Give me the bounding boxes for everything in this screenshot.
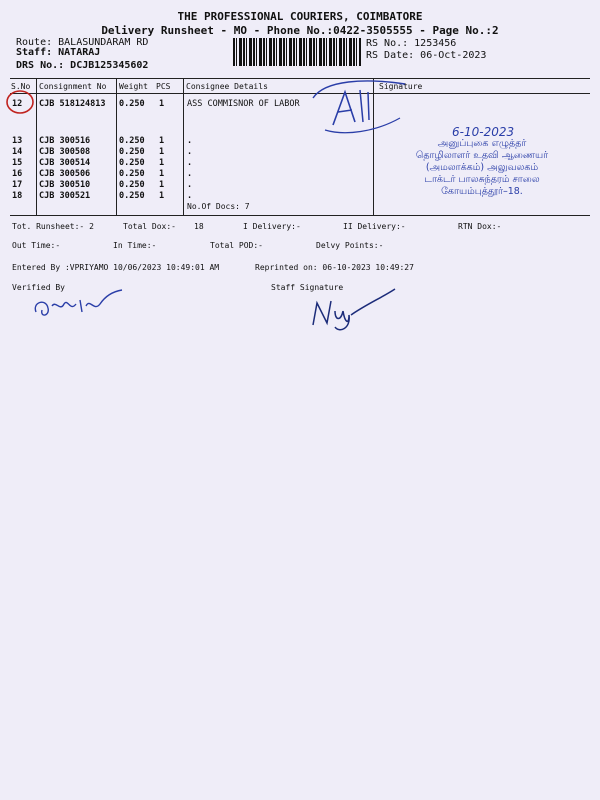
- stamp-line: தொழிலாளர் உதவி ஆணையர்: [415, 150, 549, 161]
- row-pcs: 1: [159, 191, 165, 201]
- reprinted-on: Reprinted on: 06-10-2023 10:49:27: [255, 263, 414, 272]
- row-consignee: .: [187, 158, 193, 168]
- row-sno: 15: [12, 158, 23, 168]
- col-signature: Signature: [379, 82, 423, 91]
- row-pcs: 1: [159, 136, 165, 146]
- office-stamp: [382, 126, 582, 198]
- stamp-line: அனுப்புகை எழுத்தர்: [437, 138, 527, 149]
- row-sno: 14: [12, 147, 23, 157]
- verifier-signature: [30, 282, 130, 327]
- row-weight: 0.250: [119, 136, 145, 146]
- rtn-dox: RTN Dox:-: [458, 222, 502, 231]
- row-consignment: CJB 300506: [39, 169, 91, 179]
- entered-by: Entered By :VPRIYAMO 10/06/2023 10:49:01 AM: [12, 263, 220, 272]
- row-pcs: 1: [159, 180, 165, 190]
- row-pcs: 1: [159, 169, 165, 179]
- barcode: [233, 38, 361, 66]
- row-sno: 12: [12, 99, 23, 109]
- row-pcs: 1: [159, 158, 165, 168]
- row-pcs: 1: [159, 99, 165, 109]
- row-sno: 17: [12, 180, 23, 190]
- row-sno: 18: [12, 191, 23, 201]
- no-of-docs: No.Of Docs: 7: [187, 202, 250, 211]
- row-consignment: CJB 300510: [39, 180, 91, 190]
- row-weight: 0.250: [119, 169, 145, 179]
- row-consignee: .: [187, 191, 193, 201]
- table-top-line: [10, 78, 590, 79]
- route-text: Route: BALASUNDARAM RD: [16, 37, 149, 48]
- staff-signature-label: Staff Signature: [271, 283, 344, 292]
- out-time: Out Time:-: [12, 241, 61, 250]
- col-weight: Weight: [119, 82, 148, 91]
- row-weight: 0.250: [119, 147, 145, 157]
- ii-delivery: II Delivery:-: [343, 222, 406, 231]
- col-consignee: Consignee Details: [186, 82, 268, 91]
- tot-runsheet: Tot. Runsheet:- 2: [12, 222, 94, 231]
- company-title: THE PROFESSIONAL COURIERS, COIMBATORE: [177, 10, 423, 23]
- stamp-line: டாக்டர் பாலசுந்தரம் சாலை: [424, 174, 540, 185]
- stamp-line: (அமலாக்கம்) அலுவலகம்: [425, 162, 539, 173]
- col-divider: [116, 78, 117, 215]
- row-consignee: .: [187, 180, 193, 190]
- row-sno: 16: [12, 169, 23, 179]
- row-consignee: .: [187, 169, 193, 179]
- table-header-line: [10, 93, 590, 94]
- row-consignment: CJB 300508: [39, 147, 91, 157]
- col-pcs: PCS: [156, 82, 171, 91]
- stamp-line: கோயம்புத்தூர்–18.: [441, 186, 523, 197]
- col-sno: S.No: [11, 82, 31, 91]
- staff-text: Staff: NATARAJ: [16, 47, 101, 58]
- staff-signature: [305, 285, 405, 335]
- rs-number: RS No.: 1253456: [366, 38, 457, 49]
- total-dox-label: Total Dox:-: [123, 222, 176, 231]
- runsheet-subtitle: Delivery Runsheet - MO - Phone No.:0422-3505555 - Page No.:2: [101, 24, 499, 37]
- red-circle-mark: [4, 88, 38, 116]
- row-weight: 0.250: [119, 180, 145, 190]
- table-bottom-line: [10, 215, 590, 216]
- i-delivery: I Delivery:-: [243, 222, 301, 231]
- verified-by: Verified By: [12, 283, 65, 292]
- handwritten-date: 6-10-2023: [452, 125, 515, 139]
- total-dox-value: 18: [194, 222, 204, 231]
- col-consignment: Consignment No: [39, 82, 107, 91]
- row-consignment: CJB 518124813: [39, 99, 106, 109]
- rs-date: RS Date: 06-Oct-2023: [366, 50, 487, 61]
- row-consignee: .: [187, 136, 193, 146]
- row-weight: 0.250: [119, 99, 145, 109]
- col-divider: [183, 78, 184, 215]
- row-consignment: CJB 300516: [39, 136, 91, 146]
- total-pod: Total POD:-: [210, 241, 263, 250]
- row-consignment: CJB 300514: [39, 158, 91, 168]
- delvy-points: Delvy Points:-: [316, 241, 384, 250]
- row-consignment: CJB 300521: [39, 191, 91, 201]
- row-weight: 0.250: [119, 158, 145, 168]
- row-weight: 0.250: [119, 191, 145, 201]
- row-pcs: 1: [159, 147, 165, 157]
- row-consignee: ASS COMMISNOR OF LABOR: [187, 99, 300, 109]
- row-consignee: .: [187, 147, 193, 157]
- drs-number: DRS No.: DCJB125345602: [16, 60, 149, 71]
- in-time: In Time:-: [113, 241, 157, 250]
- row-sno: 13: [12, 136, 23, 146]
